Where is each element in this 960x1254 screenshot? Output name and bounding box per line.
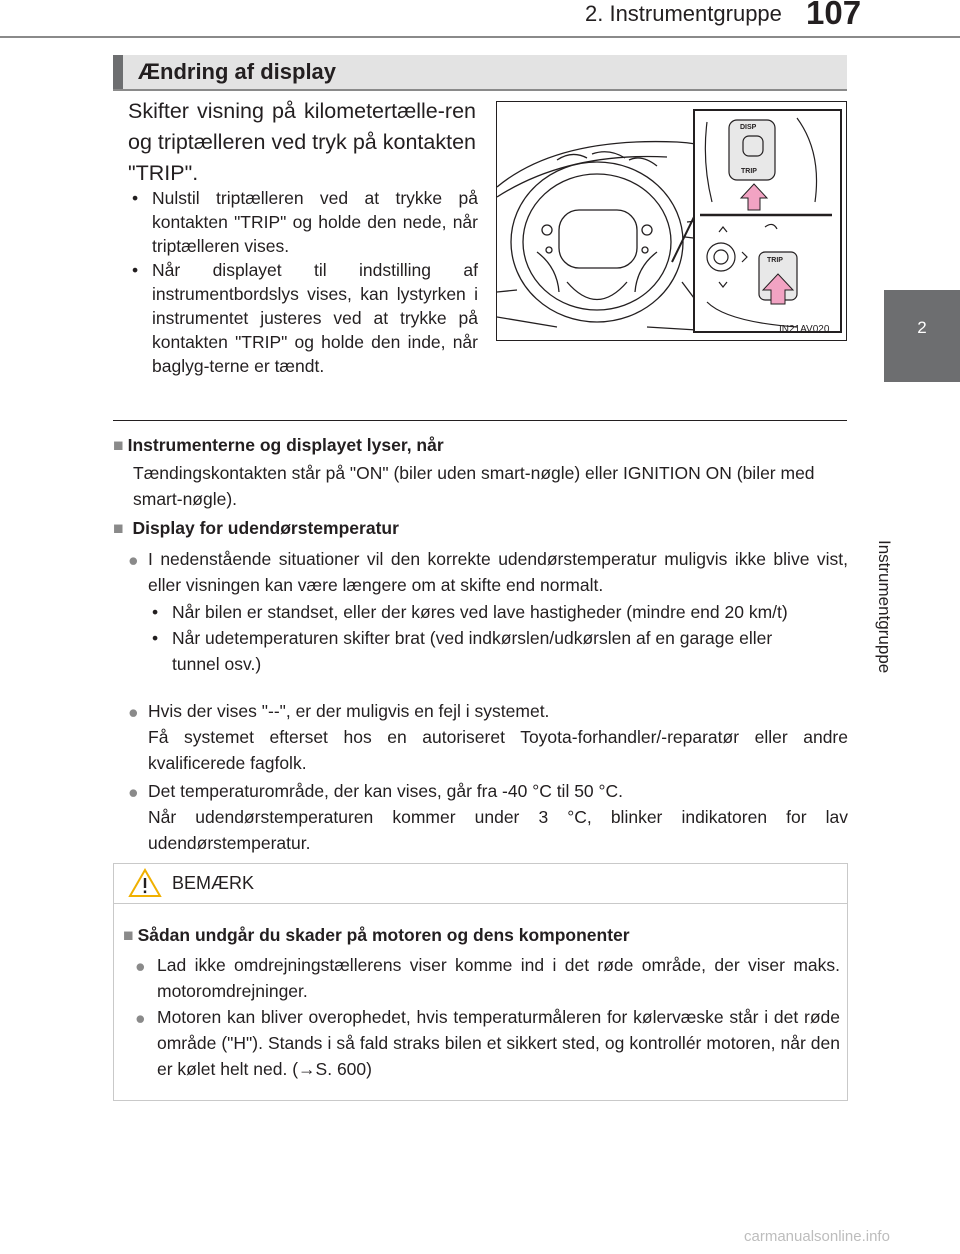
section-title: Ændring af display <box>138 59 337 84</box>
chapter-number: 2 <box>917 318 927 337</box>
running-header-title: 2. Instrumentgruppe <box>585 1 782 26</box>
section-heading <box>113 55 847 91</box>
info-block-lighting <box>113 432 847 512</box>
sub-bullet: • Når bilen er standset, eller der køres ved lave hastigheder (mindre end 20 km/t) <box>150 599 822 625</box>
chapter-label-text: Instrumentgruppe <box>875 540 894 674</box>
trip-button-label-bottom: TRIP <box>767 257 783 264</box>
notice-item <box>135 952 840 1004</box>
section-bullet: • Når displayet til indstilling af instrumentbordslys vises, kan lystyrken i instrumentet justeres ved at trykke på kontakten "TRIP" og holde den inde, når baglyg-terne er tændt. <box>128 258 478 378</box>
steering-wheel-figure <box>496 101 847 341</box>
sub-bullet-list <box>150 599 822 677</box>
square-bullet-icon: ■ <box>113 518 124 538</box>
section-rule <box>113 89 847 91</box>
notice-item-text: S. 600) <box>315 1059 372 1079</box>
circle-bullet-icon: ● <box>135 956 146 976</box>
steering-wheel-illustration <box>497 102 846 340</box>
circle-item-text: Det temperaturområde, der kan vises, går fra -40 °C til 50 °C. <box>148 781 624 801</box>
notice-label: BEMÆRK <box>172 873 255 893</box>
circle-item <box>128 546 848 598</box>
section-bullet-list <box>128 186 478 378</box>
header-rule <box>0 36 960 38</box>
notice-heading <box>123 922 843 948</box>
circle-item <box>128 698 848 776</box>
circle-bullet-icon: ● <box>135 1008 146 1028</box>
info-text: Tændingskontakten står på "ON" (biler uden smart-nøgle) eller IGNITION ON (biler med smart-nøgle). <box>133 463 815 509</box>
info-heading-text: Instrumenterne og displayet lyser, når <box>127 435 444 455</box>
arrow-right-icon: → <box>298 1059 316 1079</box>
circle-bullet-icon: ● <box>128 782 139 802</box>
square-bullet-icon: ■ <box>113 435 124 455</box>
info-heading <box>113 432 847 458</box>
notice-heading-text: Sådan undgår du skader på motoren og dens komponenter <box>137 925 630 945</box>
circle-bullet-icon: ● <box>128 550 139 570</box>
sub-bullet: • Når udetemperaturen skifter brat (ved indkørslen/udkørslen af en garage eller tunnel osv.) <box>150 625 822 677</box>
info-heading-text: Display for udendørstemperatur <box>132 518 399 538</box>
notice-item-text: Lad ikke omdrejningstællerens viser komme ind i det røde område, der viser maks. motoromdrejninger. <box>157 955 840 1001</box>
square-bullet-icon: ■ <box>123 925 134 945</box>
circle-bullet-icon: ● <box>128 702 139 722</box>
notice-item <box>135 1004 840 1082</box>
info-heading-temperature <box>113 515 847 541</box>
circle-item-text: Hvis der vises "--", er der muligvis en fejl i systemet. <box>148 701 550 721</box>
trip-button-label-top: TRIP <box>741 168 757 175</box>
circle-item-text: I nedenstående situationer vil den korrekte udendørstemperatur muligvis ikke blive vist, eller visningen kan være længere om at skifte end normalt. <box>148 549 848 595</box>
page-number: 107 <box>806 0 862 31</box>
notice-box <box>113 863 848 1101</box>
warning-triangle-icon <box>128 868 162 898</box>
circle-item-text: Når udendørstemperaturen kommer under 3 °C, blinker indikatoren for lav udendørstemperatur. <box>148 807 848 853</box>
notice-rule <box>114 903 847 904</box>
section-divider <box>113 420 847 421</box>
circle-item-text: Få systemet efterset hos en autoriseret Toyota-forhandler/-reparatør eller andre kvalificerede fagfolk. <box>148 727 848 773</box>
notice-item-text: Motoren kan bliver overophedet, hvis temperaturmåleren for kølervæske står i det røde område ("H"). Stands i så fald straks bilen et sikkert sted, og kontrollér motoren, når den er kølet helt ned. ( <box>157 1007 840 1079</box>
disp-button-label: DISP <box>740 124 757 131</box>
section-intro: Skifter visning på kilometertælle-ren og triptælleren ved tryk på kontakten "TRIP". <box>128 99 476 185</box>
section-bullet: • Nulstil triptælleren ved at trykke på kontakten "TRIP" og holde den nede, når triptælleren vises. <box>128 186 478 258</box>
watermark: carmanualsonline.info <box>744 1228 890 1245</box>
section-heading-bar <box>113 55 123 91</box>
figure-code: IN21AV020 <box>779 324 830 335</box>
circle-item <box>128 778 848 856</box>
